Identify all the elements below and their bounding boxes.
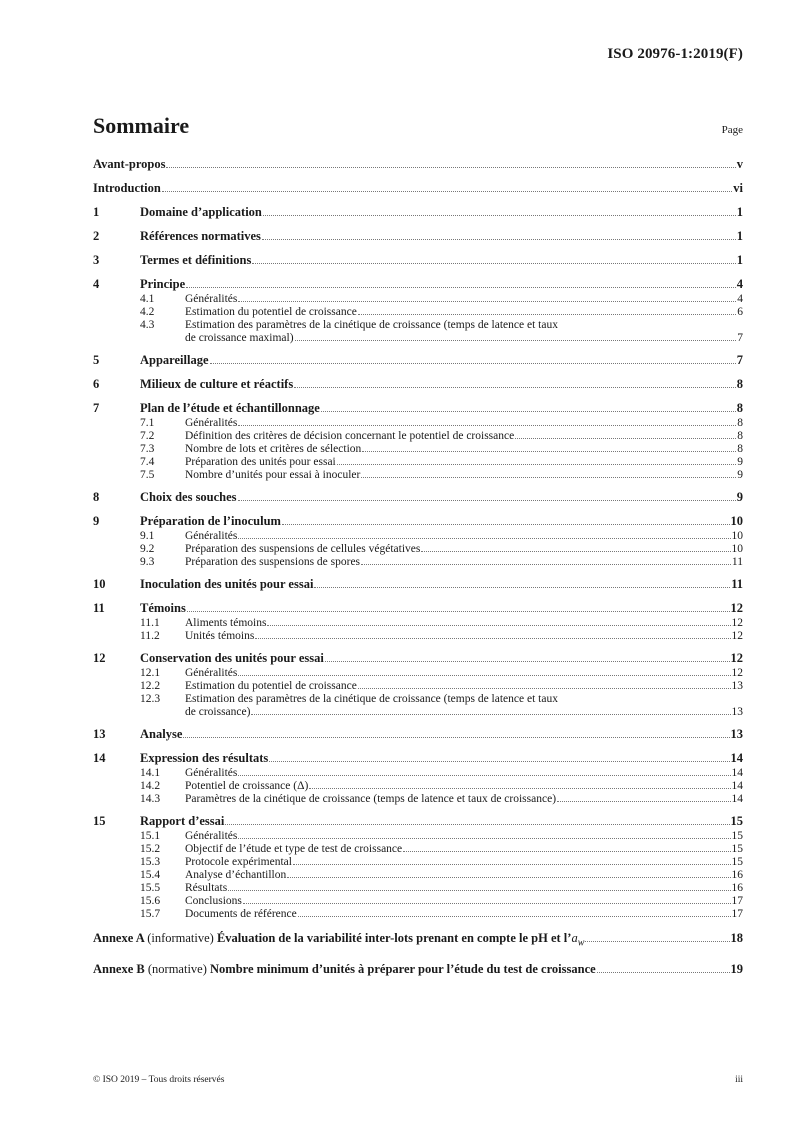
toc-entry-page: 1 — [736, 229, 743, 243]
dot-leader — [321, 410, 736, 412]
toc-entry-number: 7.4 — [140, 456, 155, 468]
toc-entry-page: 16 — [731, 882, 743, 894]
toc-entry-page: 1 — [736, 253, 743, 267]
toc-entry-page: 14 — [731, 793, 743, 805]
toc-entry-label: Principe — [140, 277, 186, 291]
dot-leader — [325, 660, 730, 662]
water-activity-symbol: a — [571, 931, 578, 945]
dot-leader — [238, 837, 730, 839]
toc-entry-number: 15.7 — [140, 908, 161, 920]
dot-leader — [238, 300, 736, 302]
toc-entry-label: Nombre de lots et critères de sélection — [185, 443, 362, 455]
dot-leader — [597, 971, 730, 973]
toc-entry[interactable] — [93, 600, 743, 617]
toc-entry-number: 13 — [93, 727, 106, 741]
toc-entry-page: v — [736, 157, 743, 171]
toc-entry[interactable] — [93, 813, 743, 830]
dot-leader — [186, 286, 736, 288]
dot-leader — [293, 863, 731, 865]
toc-entry-label: Préparation de l’inoculum — [140, 514, 281, 528]
toc-entry-number: 15.5 — [140, 882, 161, 894]
toc-entry-number: 14.2 — [140, 780, 161, 792]
toc-entry-page: 12 — [730, 601, 743, 615]
page-title: Sommaire — [93, 113, 190, 138]
toc-entry-label: Documents de référence — [185, 908, 297, 920]
toc-entry-page: 14 — [730, 751, 743, 765]
table-of-contents — [93, 156, 743, 978]
toc-entry-page: 14 — [731, 780, 743, 792]
toc-entry-number: 15.3 — [140, 856, 161, 868]
annex-title: Nombre minimum d’unités à préparer pour l’étude du test de croissance — [210, 961, 596, 976]
toc-entry-number: 3 — [93, 253, 100, 267]
toc-subentry[interactable] — [93, 306, 743, 319]
toc-entry-number: 6 — [93, 377, 100, 391]
toc-entry[interactable] — [93, 726, 743, 743]
toc-entry-label: Choix des souches — [140, 490, 237, 504]
page-number: iii — [735, 1075, 743, 1085]
toc-entry-number: 15.2 — [140, 843, 161, 855]
toc-entry-label: Rapport d’essai — [140, 814, 225, 828]
toc-entry[interactable] — [93, 180, 743, 197]
toc-subentry[interactable] — [93, 543, 743, 556]
toc-entry-page: 15 — [730, 814, 743, 828]
dot-leader — [403, 850, 730, 852]
toc-entry-label: Généralités — [185, 830, 238, 842]
dot-leader — [210, 362, 736, 364]
toc-subentry[interactable] — [93, 882, 743, 895]
toc-entry-number: 4.1 — [140, 293, 155, 305]
toc-entry-label: Estimation des paramètres de la cinétique de croissance (temps de latence et taux — [185, 693, 558, 705]
toc-entry-label: Domaine d’application — [140, 205, 262, 219]
toc-entry-label: Conservation des unités pour essai — [140, 651, 324, 665]
toc-entry-label: Potentiel de croissance (Δ) — [185, 780, 309, 792]
toc-entry-number: 10 — [93, 577, 106, 591]
toc-entry-label: Préparation des suspensions de cellules végétatives — [185, 543, 421, 555]
toc-entry-page: 13 — [731, 706, 743, 718]
toc-entry[interactable] — [93, 650, 743, 667]
toc-subentry[interactable] — [93, 843, 743, 856]
toc-subentry[interactable] — [93, 430, 743, 443]
dot-leader — [183, 736, 729, 738]
copyright-notice: © ISO 2019 – Tous droits réservés — [93, 1075, 225, 1085]
toc-entry-number: 9.3 — [140, 556, 155, 568]
toc-entry[interactable] — [93, 228, 743, 245]
toc-entry-label: Expression des résultats — [140, 751, 269, 765]
dot-leader — [294, 386, 736, 388]
toc-entry-label: Protocole expérimental — [185, 856, 292, 868]
dot-leader — [337, 463, 737, 465]
dot-leader — [238, 537, 730, 539]
toc-entry[interactable] — [93, 576, 743, 593]
dot-leader — [238, 424, 736, 426]
toc-entry-page: 8 — [736, 401, 743, 415]
toc-subentry[interactable] — [93, 680, 743, 693]
toc-entry-number: 14.1 — [140, 767, 161, 779]
toc-entry-number: 2 — [93, 229, 100, 243]
toc-entry[interactable] — [93, 489, 743, 506]
toc-entry-page: 8 — [737, 417, 743, 429]
toc-entry-label: Résultats — [185, 882, 228, 894]
toc-entry-label: Paramètres de la cinétique de croissance (temps de latence et taux de croissance) — [185, 793, 557, 805]
toc-entry[interactable] — [93, 276, 743, 293]
toc-entry-number: 11 — [93, 601, 105, 615]
toc-entry-page: 14 — [731, 767, 743, 779]
toc-entry-number: 15 — [93, 814, 106, 828]
document-id: ISO 20976-1:2019(F) — [607, 46, 743, 62]
toc-entry-number: 8 — [93, 490, 100, 504]
toc-entry-label: Estimation du potentiel de croissance — [185, 306, 357, 318]
toc-entry-number: 11.2 — [140, 630, 160, 642]
toc-entry-number: 4.3 — [140, 319, 155, 331]
toc-subentry[interactable] — [93, 617, 743, 630]
toc-entry-number: 7.2 — [140, 430, 155, 442]
toc-entry-number: 15.4 — [140, 869, 161, 881]
dot-leader — [298, 915, 731, 917]
annex-title: Évaluation de la variabilité inter-lots prenant en compte le pH et l’ — [216, 931, 572, 945]
toc-subentry[interactable] — [93, 780, 743, 793]
toc-entry-page: 18 — [730, 931, 743, 945]
toc-entry-label: Définition des critères de décision concernant le potentiel de croissance — [185, 430, 515, 442]
dot-leader — [421, 550, 730, 552]
toc-entry-number: 15.1 — [140, 830, 161, 842]
toc-subentry[interactable] — [93, 556, 743, 569]
toc-entry-label: de croissance) — [185, 706, 251, 718]
toc-entry-label: Objectif de l’étude et type de test de croissance — [185, 843, 403, 855]
toc-subentry[interactable] — [93, 469, 743, 482]
toc-entry-label: Avant-propos — [93, 157, 166, 171]
dot-leader — [361, 563, 731, 565]
toc-entry-page: 8 — [737, 443, 743, 455]
dot-leader — [162, 190, 732, 192]
annex-name: Annexe B — [93, 961, 145, 976]
toc-subentry[interactable] — [93, 706, 743, 719]
dot-leader — [314, 586, 730, 588]
dot-leader — [362, 450, 736, 452]
toc-entry-number: 7.5 — [140, 469, 155, 481]
toc-entry-page: 16 — [731, 869, 743, 881]
dot-leader — [263, 214, 736, 216]
toc-entry-page: 9 — [737, 469, 743, 481]
toc-entry-page: 12 — [731, 630, 743, 642]
toc-entry-page: vi — [733, 181, 743, 195]
toc-subentry[interactable] — [93, 830, 743, 843]
toc-entry-label: Généralités — [185, 530, 238, 542]
toc-entry-label: Généralités — [185, 293, 238, 305]
dot-leader — [267, 624, 730, 626]
toc-entry-number: 9.1 — [140, 530, 155, 542]
toc-entry[interactable] — [93, 352, 743, 369]
dot-leader — [238, 774, 730, 776]
toc-entry-label: Unités témoins — [185, 630, 255, 642]
toc-entry-label: Plan de l’étude et échantillonnage — [140, 401, 320, 415]
annex-name: Annexe A — [93, 931, 145, 945]
toc-entry-page: 10 — [731, 543, 743, 555]
dot-leader — [166, 166, 735, 168]
toc-subentry[interactable] — [93, 895, 743, 908]
toc-entry-label: Appareillage — [140, 353, 209, 367]
toc-entry-number: 4.2 — [140, 306, 155, 318]
dot-leader — [187, 610, 730, 612]
toc-entry-label: Généralités — [185, 667, 238, 679]
toc-entry-number: 14 — [93, 751, 106, 765]
toc-entry-page: 8 — [737, 430, 743, 442]
dot-leader — [295, 339, 737, 341]
toc-entry-label: Références normatives — [140, 229, 261, 243]
toc-entry-label: Inoculation des unités pour essai — [140, 577, 314, 591]
toc-entry-label: Estimation du potentiel de croissance — [185, 680, 357, 692]
toc-subentry[interactable] — [93, 767, 743, 780]
annex-kind: (informative) — [147, 931, 214, 945]
toc-entry-page: 4 — [737, 293, 743, 305]
toc-entry-number: 7 — [93, 401, 100, 415]
toc-entry-label: Généralités — [185, 417, 238, 429]
dot-leader — [358, 313, 736, 315]
toc-entry-number: 9 — [93, 514, 100, 528]
toc-entry[interactable] — [93, 376, 743, 393]
dot-leader — [309, 787, 730, 789]
toc-entry-page: 15 — [731, 830, 743, 842]
toc-entry-label: Termes et définitions — [140, 253, 252, 267]
toc-entry-page: 7 — [737, 332, 743, 344]
toc-entry[interactable] — [93, 156, 743, 173]
toc-entry-number: 7.1 — [140, 417, 155, 429]
toc-subentry[interactable] — [93, 667, 743, 680]
toc-entry-page: 4 — [736, 277, 743, 291]
toc-entry[interactable] — [93, 400, 743, 417]
toc-entry-label: Généralités — [185, 767, 238, 779]
annex-label — [93, 930, 584, 952]
toc-subentry[interactable] — [93, 332, 743, 345]
toc-subentry[interactable] — [93, 293, 743, 306]
toc-entry-page: 7 — [736, 353, 743, 367]
dot-leader — [361, 476, 736, 478]
dot-leader — [228, 889, 730, 891]
toc-subentry[interactable] — [93, 793, 743, 806]
toc-entry[interactable] — [93, 513, 743, 530]
toc-entry-page: 9 — [736, 490, 743, 504]
dot-leader — [225, 823, 729, 825]
annex-label — [93, 961, 596, 978]
toc-entry-number: 5 — [93, 353, 100, 367]
toc-entry-page: 11 — [731, 556, 743, 568]
toc-entry-label: Analyse d’échantillon — [185, 869, 287, 881]
toc-subentry[interactable] — [93, 530, 743, 543]
toc-subentry[interactable] — [93, 630, 743, 643]
toc-entry-label: Aliments témoins — [185, 617, 267, 629]
dot-leader — [358, 687, 731, 689]
toc-entry-number: 14.3 — [140, 793, 161, 805]
toc-entry-number: 12.1 — [140, 667, 161, 679]
toc-entry-number: 1 — [93, 205, 100, 219]
annex-kind: (normative) — [147, 961, 207, 976]
toc-entry-page: 8 — [736, 377, 743, 391]
dot-leader — [557, 800, 730, 802]
toc-annex-entry[interactable] — [93, 961, 743, 978]
toc-entry-label: Estimation des paramètres de la cinétique de croissance (temps de latence et taux — [185, 319, 558, 331]
toc-subentry[interactable] — [93, 908, 743, 921]
toc-entry-label: Nombre d’unités pour essai à inoculer — [185, 469, 361, 481]
page-footer — [93, 1075, 743, 1085]
toc-entry-page: 10 — [731, 530, 743, 542]
toc-entry-page: 10 — [730, 514, 743, 528]
dot-leader — [282, 523, 730, 525]
toc-entry-page: 13 — [731, 680, 743, 692]
toc-entry-page: 15 — [731, 843, 743, 855]
toc-subentry[interactable] — [93, 856, 743, 869]
toc-entry[interactable] — [93, 204, 743, 221]
toc-subentry[interactable] — [93, 443, 743, 456]
dot-leader — [262, 238, 736, 240]
toc-entry[interactable] — [93, 252, 743, 269]
toc-entry-page: 13 — [730, 727, 743, 741]
toc-annex-entry[interactable] — [93, 930, 743, 952]
toc-entry-continued[interactable] — [93, 693, 743, 706]
toc-entry-number: 4 — [93, 277, 100, 291]
toc-entry-number: 12 — [93, 651, 106, 665]
toc-entry-number: 11.1 — [140, 617, 160, 629]
toc-entry-page: 17 — [731, 908, 743, 920]
toc-entry-label: Témoins — [140, 601, 186, 615]
water-activity-subscript: w — [577, 937, 585, 949]
dot-leader — [251, 713, 730, 715]
toc-entry-label: Préparation des unités pour essai — [185, 456, 336, 468]
toc-entry-page: 11 — [731, 577, 743, 591]
toc-subentry[interactable] — [93, 456, 743, 469]
toc-entry-page: 12 — [730, 651, 743, 665]
toc-entry-label: de croissance maximal) — [185, 332, 294, 344]
toc-entry-label: Analyse — [140, 727, 183, 741]
dot-leader — [238, 674, 730, 676]
dot-leader — [243, 902, 731, 904]
dot-leader — [287, 876, 730, 878]
toc-entry-page: 19 — [730, 961, 743, 976]
toc-entry-number: 12.2 — [140, 680, 161, 692]
toc-entry-page: 17 — [731, 895, 743, 907]
dot-leader — [269, 760, 729, 762]
dot-leader — [255, 637, 730, 639]
toc-entry-number: 12.3 — [140, 693, 161, 705]
dot-leader — [515, 437, 736, 439]
dot-leader — [252, 262, 735, 264]
dot-leader — [585, 940, 729, 942]
toc-entry-continued[interactable] — [93, 319, 743, 332]
dot-leader — [238, 499, 736, 501]
title-row — [93, 113, 743, 139]
toc-entry-page: 12 — [731, 617, 743, 629]
toc-entry-label: Introduction — [93, 181, 161, 195]
toc-entry-label: Conclusions — [185, 895, 242, 907]
toc-entry-number: 15.6 — [140, 895, 161, 907]
toc-entry-number: 9.2 — [140, 543, 155, 555]
page-column-label: Page — [721, 124, 743, 136]
toc-entry-page: 1 — [736, 205, 743, 219]
toc-entry-label: Milieux de culture et réactifs — [140, 377, 294, 391]
toc-entry-page: 15 — [731, 856, 743, 868]
toc-entry-page: 6 — [737, 306, 743, 318]
toc-subentry[interactable] — [93, 869, 743, 882]
toc-entry-page: 12 — [731, 667, 743, 679]
toc-entry[interactable] — [93, 750, 743, 767]
toc-entry-number: 7.3 — [140, 443, 155, 455]
toc-entry-page: 9 — [737, 456, 743, 468]
toc-entry-label: Préparation des suspensions de spores — [185, 556, 361, 568]
toc-subentry[interactable] — [93, 417, 743, 430]
